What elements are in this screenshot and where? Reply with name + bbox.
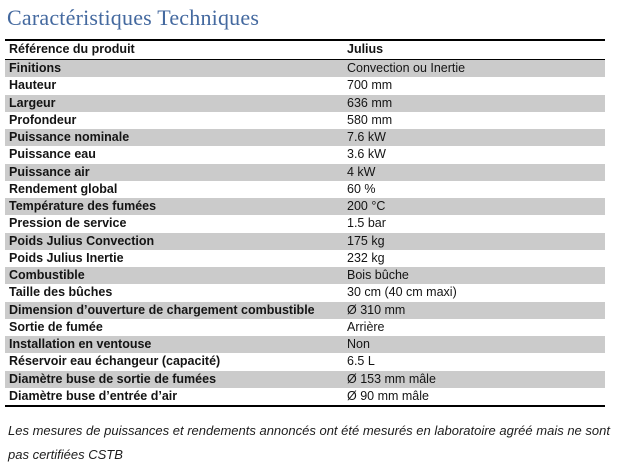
table-row <box>5 302 605 319</box>
table-row <box>5 233 605 250</box>
spec-value: 60 % <box>347 181 376 196</box>
spec-label: Puissance nominale <box>9 130 130 144</box>
spec-label: Taille des bûches <box>9 285 113 300</box>
spec-label: Réservoir eau échangeur (capacité) <box>9 354 221 369</box>
table-row <box>5 388 605 405</box>
table-row <box>5 319 605 336</box>
spec-value: 6.5 L <box>347 354 375 369</box>
spec-value: Ø 90 mm mâle <box>347 388 429 403</box>
spec-header-label: Référence du produit <box>9 42 135 57</box>
table-row <box>5 284 605 301</box>
spec-value: 4 kW <box>347 164 376 179</box>
table-row <box>5 215 605 232</box>
table-row <box>5 353 605 370</box>
table-header-row <box>5 41 605 60</box>
spec-label: Largeur <box>9 95 56 110</box>
spec-value: Non <box>347 337 370 351</box>
spec-value: 7.6 kW <box>347 130 386 144</box>
spec-label: Rendement global <box>9 181 118 196</box>
spec-label: Température des fumées <box>9 199 157 213</box>
spec-value: Ø 310 mm <box>347 302 406 317</box>
spec-label: Poids Julius Inertie <box>9 250 124 265</box>
spec-value: 3.6 kW <box>347 147 386 162</box>
spec-table-body <box>5 60 605 405</box>
spec-label: Pression de service <box>9 216 127 231</box>
spec-value: Bois bûche <box>347 268 409 282</box>
table-row <box>5 164 605 181</box>
spec-value: 200 °C <box>347 199 386 213</box>
table-row <box>5 95 605 112</box>
spec-value: 700 mm <box>347 78 393 93</box>
spec-label: Diamètre buse d’entrée d’air <box>9 388 178 403</box>
spec-label: Dimension d’ouverture de chargement combustible <box>9 302 315 317</box>
spec-header-value: Julius <box>347 42 384 57</box>
spec-label: Combustible <box>9 268 85 282</box>
page-title: Caractéristiques Techniques <box>7 5 260 30</box>
spec-value: 1.5 bar <box>347 216 386 231</box>
spec-label: Puissance air <box>9 164 90 179</box>
spec-value: 232 kg <box>347 250 385 265</box>
spec-value: 580 mm <box>347 112 393 127</box>
table-row <box>5 129 605 146</box>
spec-value: Arrière <box>347 319 385 334</box>
table-row <box>5 181 605 198</box>
spec-label: Profondeur <box>9 112 77 127</box>
spec-value: Convection ou Inertie <box>347 61 466 75</box>
table-row <box>5 77 605 94</box>
spec-label: Poids Julius Convection <box>9 233 155 248</box>
spec-label: Finitions <box>9 61 62 75</box>
table-row <box>5 250 605 267</box>
spec-label: Installation en ventouse <box>9 337 152 351</box>
table-row <box>5 371 605 388</box>
table-row <box>5 267 605 284</box>
spec-label: Diamètre buse de sortie de fumées <box>9 371 217 386</box>
disclaimer-footnote: Les mesures de puissances et rendements annoncés ont été mesurés en laboratoire agréé mais ne sont pas certifiées CSTB <box>8 423 610 462</box>
table-row <box>5 336 605 353</box>
table-row <box>5 198 605 215</box>
table-row <box>5 112 605 129</box>
spec-label: Sortie de fumée <box>9 319 103 334</box>
spec-label: Hauteur <box>9 78 57 93</box>
spec-value: Ø 153 mm mâle <box>347 371 436 386</box>
spec-value: 175 kg <box>347 233 385 248</box>
table-row <box>5 146 605 163</box>
table-row <box>5 60 605 77</box>
spec-table <box>5 39 605 407</box>
spec-value: 636 mm <box>347 95 393 110</box>
spec-value: 30 cm (40 cm maxi) <box>347 285 457 300</box>
spec-label: Puissance eau <box>9 147 96 162</box>
